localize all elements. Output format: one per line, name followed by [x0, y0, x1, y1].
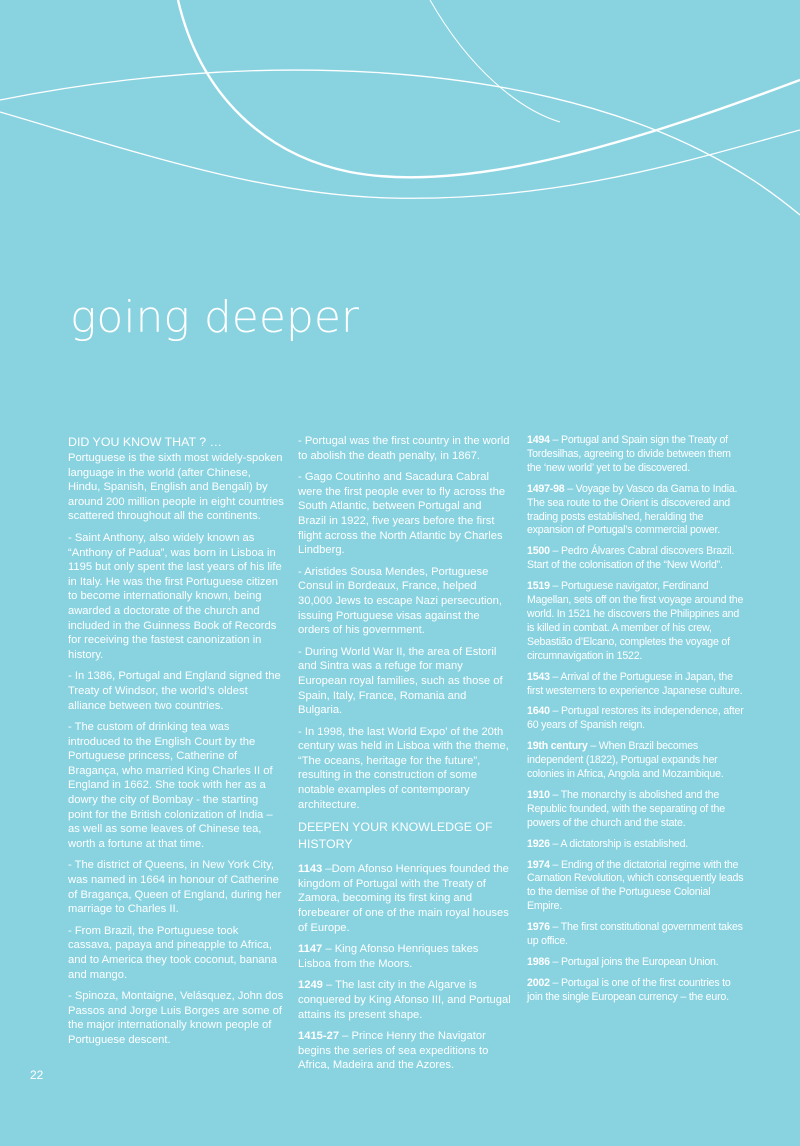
fact-paragraph: - In 1998, the last World Expo’ of the 20th century was held in Lisboa with the theme, “The oceans, heritage for the future”, resulting in the construction of some notable examples of contemporary architecture.: [298, 725, 509, 811]
event-year: 1974: [527, 858, 550, 871]
history-event: [298, 942, 512, 971]
event-year: 2002: [527, 976, 550, 989]
fact-paragraph: - From Brazil, the Portuguese took cassava, papaya and pineapple to Africa, and to America they took coconut, banana and mango.: [68, 924, 277, 981]
event-year: 1910: [527, 788, 550, 801]
history-event: [527, 838, 745, 852]
event-year: 1147: [298, 943, 323, 956]
event-text: – Pedro Álvares Cabral discovers Brazil. Start of the colonisation of the “New World”.: [527, 545, 735, 572]
history-event: [527, 956, 745, 970]
history-event: [298, 1029, 512, 1073]
event-year: 1543: [527, 670, 550, 683]
page-title: going deeper: [70, 292, 359, 343]
history-event: [527, 705, 745, 733]
fact-paragraph: - Saint Anthony, also widely known as “Anthony of Padua”, was born in Lisboa in 1195 but only spent the last years of his life in Italy. He was the first Portuguese citizen to become internationally known, being awarded a doctorate of the church and included in the Guinness Book of Records for receiving the fastest canonization in history.: [68, 531, 282, 661]
page-number: 22: [30, 1068, 44, 1082]
history-event: [298, 978, 512, 1022]
event-year: 1640: [527, 705, 550, 718]
fact-paragraph: - Gago Coutinho and Sacadura Cabral were the first people ever to fly across the South Atlantic, between Portugal and Brazil in 1922, five years before the first flight across the North Atlantic by Charles Lindberg.: [298, 471, 506, 557]
fact-paragraph: - Spinoza, Montaigne, Velásquez, John dos Passos and Jorge Luis Borges are some of the major internationally known people of Portuguese descent.: [68, 990, 284, 1046]
event-year: 1926: [527, 837, 550, 850]
history-event: [527, 921, 745, 949]
fact-paragraph: - During World War II, the area of Estoril and Sintra was a refuge for many European royal families, such as those of Spain, Italy, France, Romania and Bulgaria.: [298, 645, 503, 717]
history-event: [527, 483, 745, 539]
event-text: – Ending of the dictatorial regime with the Carnation Revolution, which consequently leads to the demise of the Portuguese Colonial Empire.: [527, 858, 744, 913]
section-heading-history: DEEPEN YOUR KNOWLEDGE OF HISTORY: [298, 820, 493, 852]
event-year: 1249: [298, 979, 323, 992]
history-event: [527, 740, 745, 782]
history-event: [527, 977, 745, 1005]
fact-paragraph: - Portugal was the first country in the world to abolish the death penalty, in 1867.: [298, 435, 510, 462]
event-text: –Dom Afonso Henriques founded the kingdom of Portugal with the Treaty of Zamora, becoming its first king and forebearer of one of the main royal houses of Europe.: [298, 863, 509, 934]
history-event: [527, 671, 745, 699]
decorative-curves: [0, 0, 800, 260]
event-text: – The last city in the Algarve is conquered by King Afonso III, and Portugal attains its present shape.: [298, 979, 511, 1021]
event-text: – Portugal is one of the first countries to join the single European currency – the euro.: [527, 976, 731, 1003]
fact-paragraph: - The custom of drinking tea was introduced to the English Court by the Portuguese princess, Catherine of Bragança, who married King Charles II of England in 1662. She took with her as a dowry the city of Bombay - the starting point for the British colonization of India – as well as some leaves of Chinese tea, worth a fortune at that time.: [68, 721, 273, 850]
event-text: – Prince Henry the Navigator begins the series of sea expeditions to Africa, Madeira and the Azores.: [298, 1030, 489, 1072]
event-year: 1500: [527, 545, 550, 558]
event-text: – A dictatorship is established.: [549, 837, 689, 850]
event-year: 1494: [527, 434, 550, 446]
event-year: 1415-27: [298, 1030, 340, 1043]
history-event: [527, 789, 745, 831]
event-text: – Portugal restores its independence, after 60 years of Spanish reign.: [527, 705, 744, 732]
history-event: [527, 580, 745, 663]
event-year: 1497-98: [527, 482, 565, 495]
curve-top-arc: [430, 0, 560, 122]
fact-paragraph: - Aristides Sousa Mendes, Portuguese Consul in Bordeaux, France, helped 30,000 Jews to escape Nazi persecution, issuing Portuguese visas against the orders of his government.: [298, 565, 502, 637]
event-year: 1986: [527, 956, 550, 968]
event-text: – Portuguese navigator, Ferdinand Magellan, sets off on the first voyage around the world. In 1521 he discovers the Philippines and is killed in combat. A member of his crew, Sebastião d’Elcano, completes the voyage of circumnavigation in 1522.: [527, 580, 744, 662]
event-text: – Portugal and Spain sign the Treaty of Tordesilhas, agreeing to divide between them the ‘new world’ yet to be discovered.: [527, 434, 731, 474]
event-text: – Voyage by Vasco da Gama to India. The sea route to the Orient is discovered and trading posts established, heralding the expansion of Portugal’s commercial power.: [527, 482, 738, 537]
event-year: 19th century: [527, 740, 588, 753]
event-year: 1519: [527, 580, 550, 593]
event-year: 1143: [298, 863, 323, 876]
event-year: 1976: [527, 921, 550, 934]
event-text: – The first constitutional government takes up office.: [527, 921, 743, 948]
history-event: [527, 859, 745, 915]
event-text: – King Afonso Henriques takes Lisboa from the Moors.: [298, 943, 479, 970]
event-text: – Portugal joins the European Union.: [549, 956, 719, 968]
history-event: [527, 545, 745, 573]
column-facts-and-history: [298, 434, 512, 1080]
curve-long-sweep: [0, 112, 800, 198]
event-text: – Arrival of the Portuguese in Japan, the first westerners to experience Japanese culture.: [527, 670, 743, 697]
curve-large-arc: [178, 0, 800, 177]
section-heading-did-you-know: DID YOU KNOW THAT ? …: [68, 435, 222, 449]
fact-paragraph: - In 1386, Portugal and England signed the Treaty of Windsor, the world’s oldest alliance between two countries.: [68, 670, 281, 712]
history-event: [298, 862, 512, 935]
column-timeline: [527, 434, 745, 1012]
event-text: – When Brazil becomes independent (1822), Portugal expands her colonies in Africa, Angola and Mozambique.: [527, 740, 724, 781]
event-text: – The monarchy is abolished and the Republic founded, with the separating of the powers of the church and the state.: [527, 788, 725, 829]
fact-paragraph: Portuguese is the sixth most widely-spoken language in the world (after Chinese, Hindu, Spanish, English and Bengali) by around 200 million people in eight countries scattered throughout all the continents.: [68, 452, 284, 523]
curve-upper-sweep: [0, 70, 800, 215]
fact-paragraph: - The district of Queens, in New York City, was named in 1664 in honour of Catherine of Bragança, Queen of England, during her marriage to Charles II.: [68, 859, 282, 916]
column-did-you-know: [68, 434, 284, 1055]
history-event: [527, 434, 745, 476]
